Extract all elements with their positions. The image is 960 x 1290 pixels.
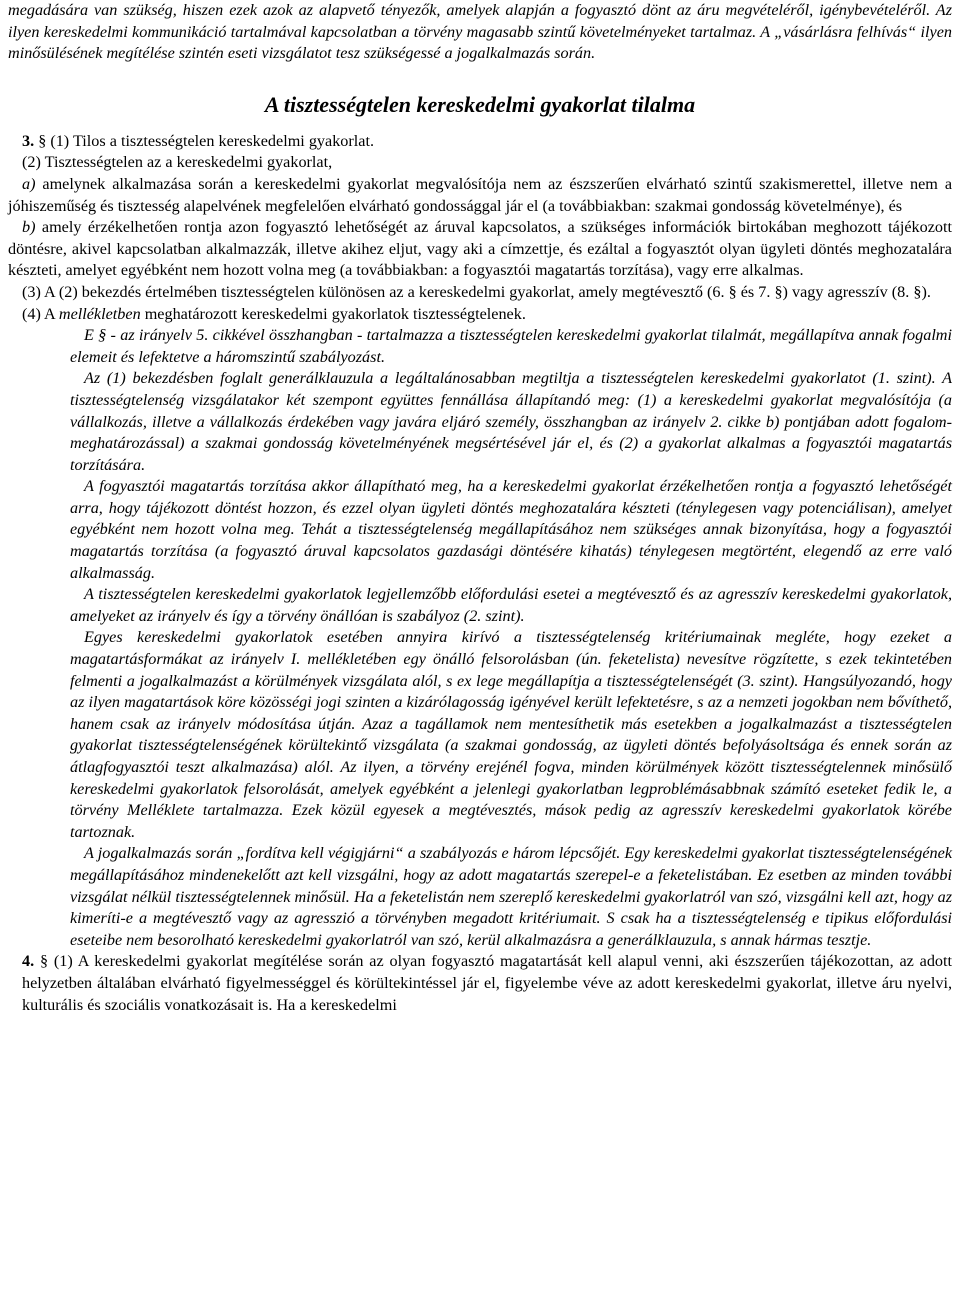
point-b-text: amely érzékelhetően rontja azon fogyasztó lehetőségét az áruval kapcsolatos, a szükséges információk birtokában meghozott tájékozott döntésre, akivel kapcsolatban alkalmazzák, illetve akihez eljut, vagy aki a címzettje, és ezáltal a fogyasztót olyan ügyleti döntés meghozatalára készteti, amelyet egyébként nem hozott volna meg (a továbbiakban: a fogyasztói magatartás torzítása), vagy erre alkalmas. bbox=[8, 218, 952, 280]
p4-italic: mellékletben bbox=[58, 304, 141, 323]
section-3-paragraph-1 bbox=[8, 131, 952, 153]
commentary-paragraph-1: E § - az irányelv 5. cikkével összhangban - tartalmazza a tisztességtelen kereskedelmi gyakorlat tilalmát, megállapítva annak fogalmi elemeit és lefektetve a háromszintű szabályozást. bbox=[70, 326, 952, 366]
point-b-label: b) bbox=[22, 218, 36, 237]
section-4-number: 4. bbox=[22, 952, 35, 971]
intro-paragraph: megadására van szükség, hiszen ezek azok az alapvető tényezők, amelyek alapján a fogyasztó dönt az áru megvételéről, igénybevételéről. Az ilyen kereskedelmi kommunikáció tartalmával kapcsolatban a törvény magasabb szintű követelményeket tartalmaz. A „vásárlásra felhívás“ ilyen minősülésének megítélése szintén eseti vizsgálatot tesz szükségessé a jogalkalmazás során. bbox=[8, 1, 952, 63]
section-3-paragraph-2: (2) Tisztességtelen az a kereskedelmi gyakorlat, bbox=[22, 153, 333, 172]
p4-pre: (4) A bbox=[22, 304, 59, 323]
commentary-paragraph-3: A fogyasztói magatartás torzítása akkor állapítható meg, ha a kereskedelmi gyakorlat érzékelhetően rontja a fogyasztó lehetőségét arra, hogy tájékozott döntést hozzon, és ezzel olyan ügyleti döntés meghozatalára készteti (ténylegesen vagy potenciálisan), amelyet egyébként nem hozott volna meg. Tehát a tisztességtelenség megállapításához nem szükséges annak bizonyítása, hogy a fogyasztói magatartás torzítása (a fogyasztó áruval kapcsolatos gazdasági döntésére kihatás) ténylegesen megtörtént, elegendő az erre való alkalmasság. bbox=[70, 477, 952, 582]
section-4-text: § (1) A kereskedelmi gyakorlat megítélése során az olyan fogyasztó magatartását kell alapul venni, aki észszerűen tájékozottan, az adott helyzetben általában elvárható figyelmességgel és körültekintéssel jár el, figyelembe véve az adott kereskedelmi gyakorlat, illetve áru nyelvi, kulturális és szociális vonatkozásait is. Ha a kereskedelmi bbox=[22, 952, 953, 1014]
section-3-paragraph-3: (3) A (2) bekezdés értelmében tisztességtelen különösen az a kereskedelmi gyakorlat, amely megtévesztő (6. § és 7. §) vagy agresszív (8. §). bbox=[22, 282, 931, 301]
commentary-paragraph-4: A tisztességtelen kereskedelmi gyakorlatok legjellemzőbb előfordulási esetei a megtévesztő és az agresszív kereskedelmi gyakorlatok, amelyeket az irányelv és így a törvény önállóan is szabályoz (2. szint). bbox=[70, 585, 952, 625]
commentary-paragraph-2: Az (1) bekezdésben foglalt generálklauzula a legáltalánosabban megtiltja a tisztességtelen kereskedelmi gyakorlatot (1. szint). A tisztességtelenség vizsgálatakor két szempont együttes fennállása állapítandó meg: (1) a kereskedelmi gyakorlat megvalósítója (a vállalkozás, illetve a vállalkozás érdekében vagy javára eljáró személy, összhangban az irányelv 2. cikke b) pontjában adott fogalom-meghatározással) a szakmai gondosság követelményének megsértésével jár el, és (2) a gyakorlat alkalmas a fogyasztói magatartás torzítására. bbox=[70, 369, 952, 474]
section-3-p1-text: § (1) Tilos a tisztességtelen kereskedelmi gyakorlat. bbox=[38, 131, 375, 150]
section-3-paragraph-4 bbox=[8, 304, 952, 326]
commentary-block bbox=[8, 325, 952, 951]
section-3-point-a bbox=[8, 174, 952, 217]
p4-post: meghatározott kereskedelmi gyakorlatok tisztességtelenek. bbox=[140, 304, 526, 323]
point-a-label: a) bbox=[22, 174, 36, 193]
section-3-number: 3. bbox=[22, 131, 35, 150]
point-a-text: amelynek alkalmazása során a kereskedelmi gyakorlat megvalósítója nem az észszerűen elvárható szintű szakismerettel, illetve nem a jóhiszeműség és tisztesség alapelvének megfelelően elvárható gondossággal jár el (a továbbiakban: szakmai gondosság követelménye), és bbox=[8, 174, 952, 215]
section-4-paragraph-1 bbox=[8, 951, 952, 1016]
commentary-paragraph-6: A jogalkalmazás során „fordítva kell végigjárni“ a szabályozás e három lépcsőjét. Egy kereskedelmi gyakorlat tisztességtelenségének megállapításához mindenekelőtt azt kell vizsgálni, hogy az adott magatartás szerepel-e a feketelistában. Ez esetben az minden további vizsgálat nélkül tisztességtelennek minősül. Ha a feketelistán nem szereplő kereskedelmi gyakorlatról van szó, vizsgálni kell azt, hogy az kimeríti-e a megtévesztő vagy az agresszió a törvényben megadott kritériumait. S csak ha a tisztességtelenség e tipikus előfordulási eseteibe nem besorolható kereskedelmi gyakorlatról van szó, kerül alkalmazásra a generálklauzula, s annak hármas tesztje. bbox=[70, 844, 952, 949]
commentary-paragraph-5: Egyes kereskedelmi gyakorlatok esetében annyira kirívó a tisztességtelenség kritériumainak megléte, hogy ezeket a magatartásformákat az irányelv I. mellékletében egy önálló felsorolásban (ún. feketelista) nevesítve rögzítette, s ezek tekintetében felmenti a jogalkalmazást a körülmények vizsgálata alól, s ex lege megállapítja a tisztességtelenségét (3. szint). Hangsúlyozandó, hogy az ilyen magatartások köre közösségi jogi szinten a kizárólagosság igényével került lefektetésre, s az a nemzeti jogokban nem bővíthető, hanem csak az irányelv módosítása útján. Azaz a tagállamok nem mentesíthetik más esetekben a jogalkalmazást a tisztességtelen gyakorlat tisztességtelenségének körültekintő vizsgálata (a szakmai gondosság, az ügyleti döntés befolyásoltsága és ennek során az átlagfogyasztói teszt alkalmazása) alól. Az ilyen, a törvény erejénél fogva, minden körülmények között tisztességtelennek minősülő kereskedelmi gyakorlatok felsorolását, amelyek egyébként a jelenlegi gyakorlatban legproblémásabbnak számító eseteket fedik le, a törvény Melléklete tartalmazza. Ezek közül egyesek a megtévesztés, mások pedig az agresszív kereskedelmi gyakorlatok körébe tartoznak. bbox=[70, 628, 952, 841]
section-3-point-b bbox=[8, 217, 952, 282]
section-heading: A tisztességtelen kereskedelmi gyakorlat tilalma bbox=[264, 91, 696, 117]
